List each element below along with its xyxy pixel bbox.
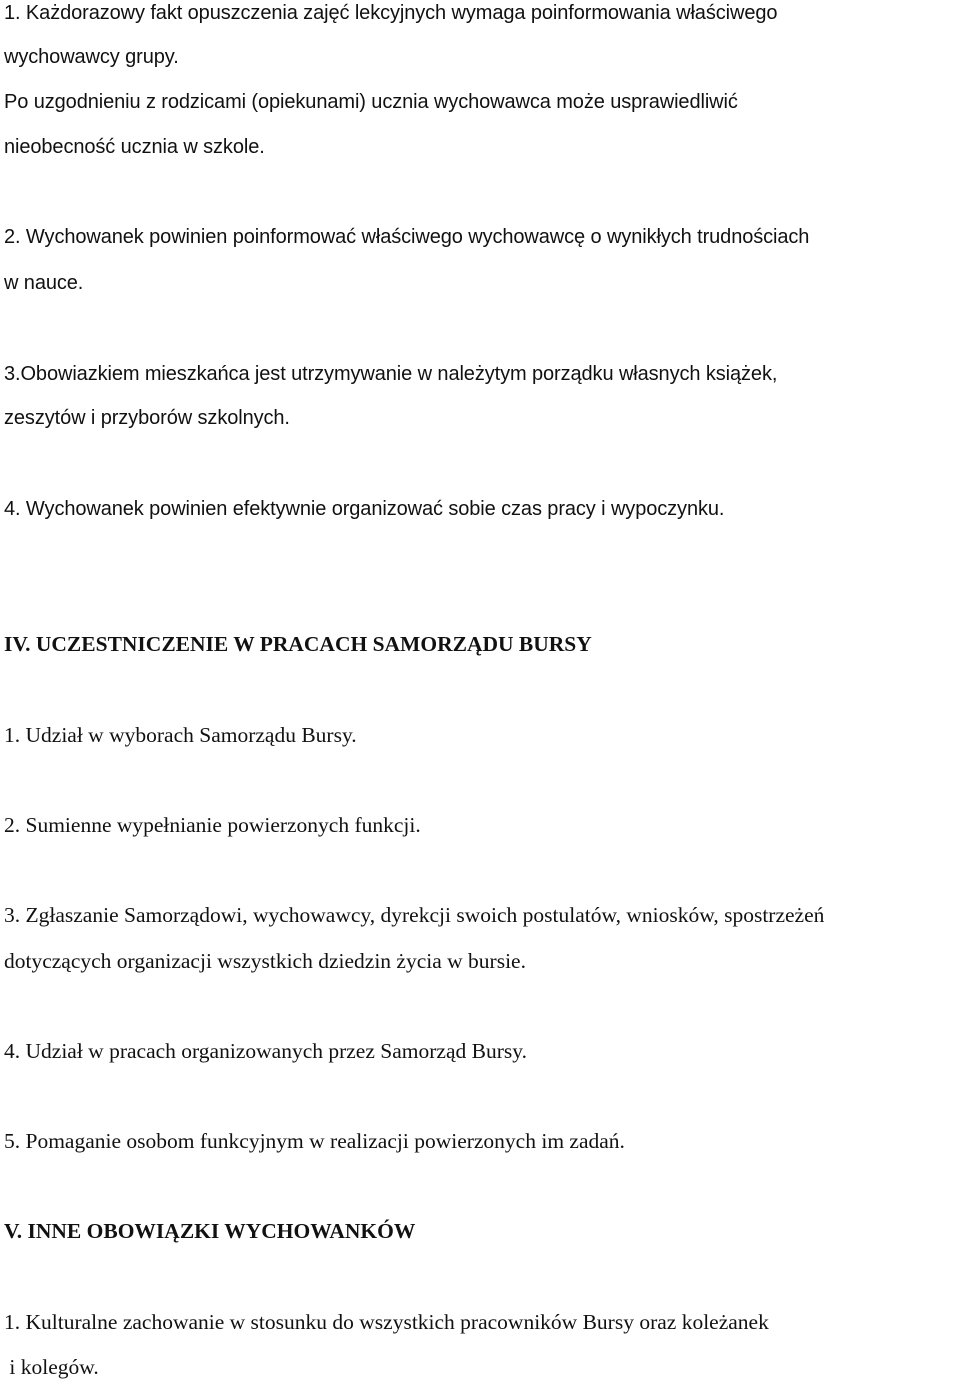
section-iv-item-3-line-1: 3. Zgłaszanie Samorządowi, wychowawcy, dyrekcji swoich postulatów, wniosków, spostrzeżeń: [4, 903, 825, 927]
item-1-line-2: wychowawcy grupy.: [4, 46, 179, 68]
item-2-line-2: w nauce.: [4, 272, 84, 294]
item-3-line-2: zeszytów i przyborów szkolnych.: [4, 407, 290, 429]
item-1-line-3: Po uzgodnieniu z rodzicami (opiekunami) ucznia wychowawca może usprawiedliwić: [4, 91, 738, 113]
item-2-line-1: 2. Wychowanek powinien poinformować właściwego wychowawcę o wynikłych trudnościach: [4, 226, 810, 248]
section-v-heading: V. INNE OBOWIĄZKI WYCHOWANKÓW: [4, 1219, 416, 1243]
item-3-line-1: 3.Obowiazkiem mieszkańca jest utrzymywanie w należytym porządku własnych książek,: [4, 363, 778, 385]
item-4-line-1: 4. Wychowanek powinien efektywnie organizować sobie czas pracy i wypoczynku.: [4, 498, 725, 520]
section-iv-item-1: 1. Udział w wyborach Samorządu Bursy.: [4, 723, 357, 747]
section-iv-item-4: 4. Udział w pracach organizowanych przez Samorząd Bursy.: [4, 1039, 527, 1063]
item-1-line-1: 1. Każdorazowy fakt opuszczenia zajęć lekcyjnych wymaga poinformowania właściwego: [4, 2, 778, 24]
section-iv-item-2: 2. Sumienne wypełnianie powierzonych funkcji.: [4, 813, 421, 837]
section-iv-item-3-line-2: dotyczących organizacji wszystkich dziedzin życia w bursie.: [4, 949, 526, 973]
section-iv-item-5: 5. Pomaganie osobom funkcyjnym w realizacji powierzonych im zadań.: [4, 1129, 625, 1153]
section-iv-heading: IV. UCZESTNICZENIE W PRACACH SAMORZĄDU BURSY: [4, 632, 592, 656]
item-1-line-4: nieobecność ucznia w szkole.: [4, 136, 265, 158]
section-v-item-1-line-1: 1. Kulturalne zachowanie w stosunku do wszystkich pracowników Bursy oraz koleżanek: [4, 1310, 769, 1334]
section-v-item-1-line-2: i kolegów.: [4, 1355, 99, 1379]
